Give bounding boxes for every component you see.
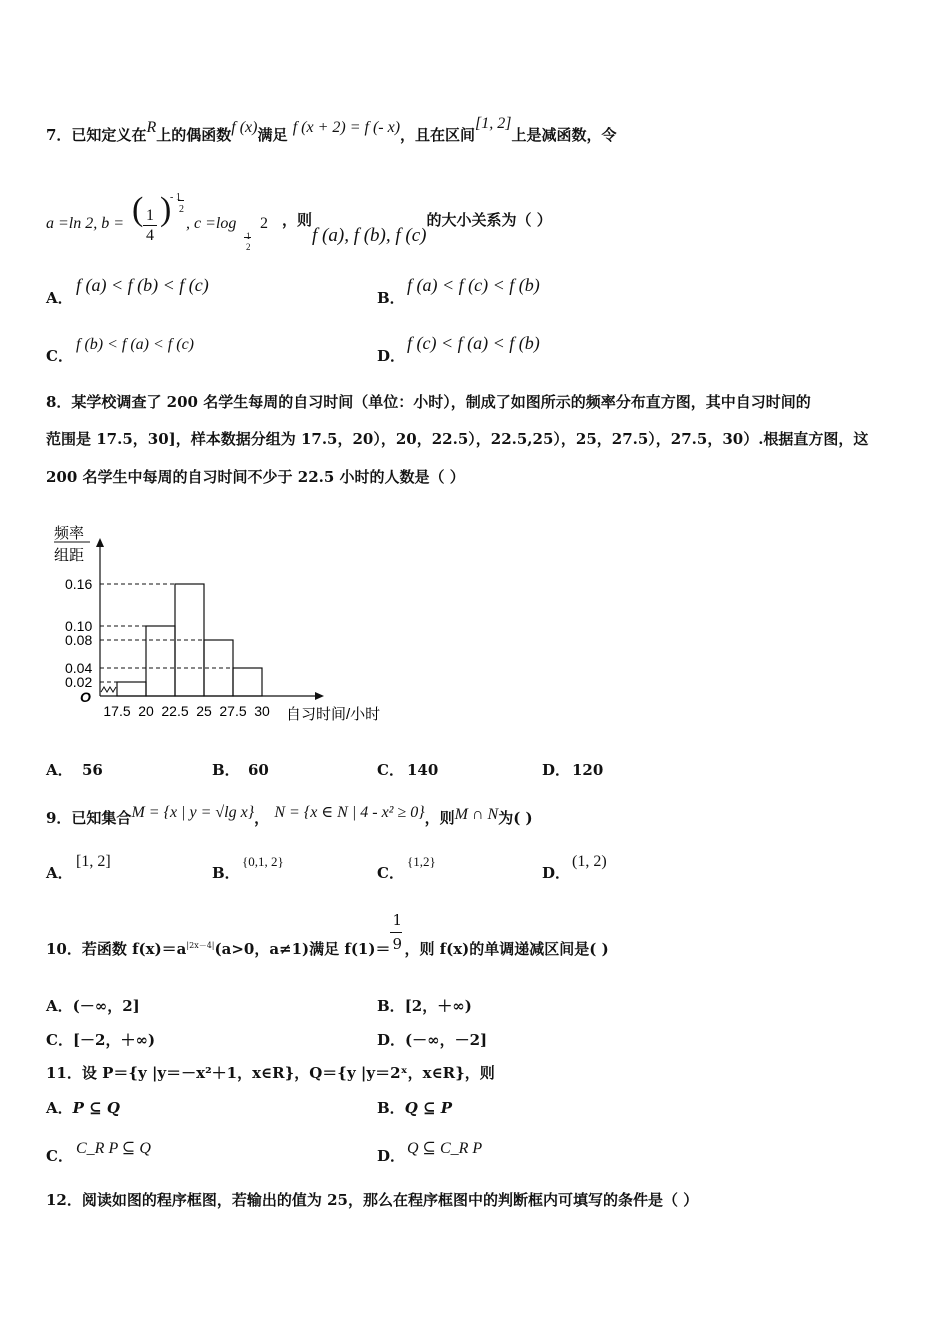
option-text: f (c) < f (a) < f (b) (407, 333, 540, 353)
x-tick-label: 30 (254, 703, 270, 719)
option-label: C． (46, 347, 73, 365)
option-text: (－∞，－2] (405, 1031, 488, 1049)
q7-then: ，则 (282, 211, 313, 229)
q7-line2 (46, 191, 552, 256)
q7-line1 (46, 114, 617, 145)
q10-option-c[interactable] (46, 1029, 155, 1050)
x-axis-arrow (315, 692, 324, 700)
option-text: [1, 2] (76, 853, 111, 870)
q7-function-set: f (a), f (b), f (c) (312, 225, 427, 246)
q9-option-d[interactable] (542, 852, 607, 883)
y-tick-label: 0.08 (65, 632, 93, 648)
q9-number: 9．已知集合 (46, 809, 132, 827)
q9-set-m: M = {x | y = √lg x} (131, 804, 255, 821)
option-text: {0,1, 2} (242, 854, 284, 869)
q9-option-b[interactable] (212, 852, 284, 883)
option-label: C． (46, 1147, 73, 1165)
q12-line: 12．阅读如图的程序框图，若输出的值为 25，那么在程序框图中的判断框内可填写的条件是（ ） (46, 1191, 699, 1209)
option-label: A． (46, 289, 73, 307)
option-text: (－∞，2] (72, 997, 140, 1015)
q9-tail: 为( ) (498, 809, 533, 827)
q7-definitions: a =ln 2, b = ( 1 4 ) - 1 2 , c =log 1 2 2 (46, 191, 268, 252)
y-label-bottom: 组距 (54, 547, 85, 564)
q9-intersection: M ∩ N (454, 806, 499, 823)
q11-line: 11．设 P＝{y |y＝－x²＋1，x∈R}，Q＝{y |y＝2ˣ，x∈R}，则 (46, 1064, 495, 1082)
q7-option-a[interactable] (46, 275, 209, 308)
q10-option-d[interactable] (377, 1029, 487, 1050)
q8-line1: 8．某学校调查了 200 名学生每周的自习时间（单位：小时），制成了如图所示的频率分布直方图，其中自习时间的 (46, 393, 811, 411)
option-text: f (b) < f (a) < f (c) (76, 336, 194, 353)
option-text: Q ⊆ P (404, 1099, 453, 1117)
y-tick-label: 0.02 (65, 674, 93, 690)
y-tick-label: 0.10 (65, 618, 93, 634)
q9-option-a[interactable] (46, 852, 111, 883)
q10-option-b[interactable] (377, 995, 472, 1016)
histogram-chart (40, 520, 460, 740)
histogram-bar (146, 626, 175, 696)
q10-text2: (a>0，a≠1)满足 f(1)＝ (214, 940, 391, 958)
option-label: A． (46, 997, 73, 1015)
option-label: A． (46, 1099, 73, 1117)
option-text: 60 (248, 761, 269, 779)
y-tick-label: 0.04 (65, 660, 93, 676)
q7-tail: 的大小关系为（ ） (426, 211, 552, 229)
option-label: A． (46, 864, 73, 882)
histogram-bar (233, 668, 262, 696)
histogram-bar (117, 682, 146, 696)
option-label: B． (212, 864, 240, 882)
q10-text3: ，则 f(x)的单调递减区间是( ) (404, 940, 609, 958)
q7-option-b[interactable] (377, 275, 540, 308)
option-text: [2，＋∞) (404, 997, 472, 1015)
option-label: B． (377, 289, 405, 307)
option-label: C． (377, 761, 404, 779)
q8-option-b[interactable] (212, 759, 269, 780)
q7-text4: 上是减函数，令 (511, 126, 617, 144)
q11-option-d[interactable] (377, 1138, 482, 1166)
x-tick-label: 20 (138, 703, 154, 719)
q8-option-d[interactable] (542, 759, 603, 780)
q9-sep: ， (254, 809, 270, 827)
q9-then: ，则 (424, 809, 455, 827)
q10-option-a[interactable] (46, 995, 140, 1016)
q7-number: 7．已知定义在 (46, 126, 147, 144)
option-text: 140 (407, 761, 439, 779)
q7-option-d[interactable] (377, 333, 540, 366)
option-text: 56 (82, 761, 103, 779)
q10-exponent: |2x－4| (186, 941, 215, 950)
q9-line (46, 803, 533, 828)
q7-condition: f (x + 2) = f (- x) (292, 119, 401, 136)
option-label: D． (542, 864, 571, 882)
option-text: C_R P ⊆ Q (76, 1140, 151, 1157)
q10-text1: 10．若函数 f(x)＝a (46, 940, 187, 958)
q10-line (46, 911, 609, 959)
origin-label: O (80, 689, 91, 705)
q11-option-b[interactable] (377, 1097, 452, 1118)
option-label: B． (377, 997, 405, 1015)
x-tick-label: 17.5 (103, 703, 131, 719)
option-text: f (a) < f (c) < f (b) (407, 275, 540, 295)
fraction-numerator: 1 (392, 911, 402, 929)
x-axis-label: 自习时间/小时 (286, 706, 381, 723)
option-text: Q ⊆ C_R P (407, 1140, 483, 1157)
option-text: {1,2} (407, 854, 436, 869)
q8-option-c[interactable] (377, 759, 438, 780)
fraction-denominator: 9 (392, 935, 402, 953)
option-label: A． (46, 761, 73, 779)
axis-break (101, 687, 116, 692)
q8-line3: 200 名学生中每周的自习时间不少于 22.5 小时的人数是（ ） (46, 468, 465, 486)
q7-interval: [1, 2] (475, 115, 512, 132)
option-text: (1, 2) (572, 853, 607, 870)
q9-option-c[interactable] (377, 852, 436, 883)
q7-R: R (146, 119, 157, 136)
y-tick-label: 0.16 (65, 576, 93, 592)
q9-set-n: N = {x ∈ N | 4 - x² ≥ 0} (274, 804, 425, 821)
q8-option-a[interactable] (46, 759, 103, 780)
q7-fx: f (x) (231, 119, 258, 136)
option-label: B． (377, 1099, 405, 1117)
q8-line2: 范围是 17.5，30]，样本数据分组为 17.5，20），20，22.5），22.5,25），25，27.5），27.5，30）.根据直方图，这 (46, 430, 869, 448)
option-label: D． (377, 347, 406, 365)
y-label-top: 频率 (54, 525, 85, 542)
option-text: P ⊆ Q (72, 1099, 120, 1117)
option-label: C． (46, 1031, 73, 1049)
option-label: C． (377, 864, 404, 882)
x-tick-label: 27.5 (219, 703, 247, 719)
q11-option-a[interactable] (46, 1097, 120, 1118)
q7-text1: 上的偶函数 (156, 126, 232, 144)
option-text: [－2，＋∞) (72, 1031, 156, 1049)
option-label: D． (542, 761, 571, 779)
option-text: f (a) < f (b) < f (c) (76, 275, 209, 295)
q7-text3: ，且在区间 (400, 126, 476, 144)
q11-option-c[interactable] (46, 1138, 151, 1166)
x-tick-label: 25 (196, 703, 212, 719)
option-label: B． (212, 761, 240, 779)
y-axis-arrow (96, 538, 104, 547)
q7-text2: 满足 (257, 126, 288, 144)
option-label: D． (377, 1031, 406, 1049)
option-label: D． (377, 1147, 406, 1165)
q7-option-c[interactable] (46, 335, 194, 366)
x-tick-label: 22.5 (161, 703, 189, 719)
option-text: 120 (572, 761, 604, 779)
q10-fraction (390, 911, 404, 954)
